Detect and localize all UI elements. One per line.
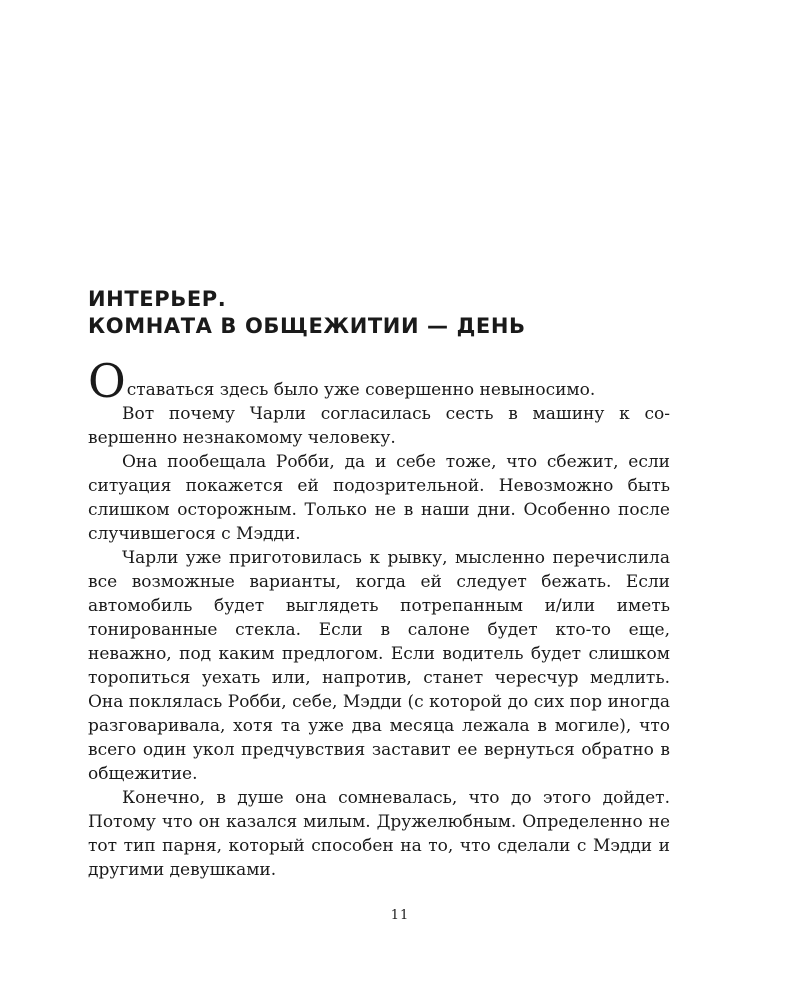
- heading-line-1: ИНТЕРЬЕР.: [88, 287, 227, 311]
- drop-cap: О: [88, 354, 126, 408]
- chapter-heading: [88, 286, 688, 340]
- paragraph-4: Чарли уже приготовилась к рывку, мысленно перечислила все возможные варианты, когда ей следует бежать. Если автомобиль будет выглядеть потрепанным и/или иметь тонированные стекла. Если в салоне будет кто-то еще, неважно, под каким предлогом. Если водитель будет слишком торопиться уехать или, напротив, станет чересчур медлить. Она поклялась Робби, себе, Мэдди (с которой до сих пор иногда разговаривала, хотя та уже два месяца лежала в могиле), что всего один укол предчувствия заставит ее вернуться обратно в общежитие.: [88, 548, 670, 784]
- page-number: 11: [390, 908, 410, 923]
- paragraph-1: [88, 354, 670, 408]
- paragraph-2: Вот почему Чарли согласилась сесть в машину к совершенно незнакомому человеку.: [88, 404, 670, 448]
- heading-line-2: КОМНАТА В ОБЩЕЖИТИИ — ДЕНЬ: [88, 314, 526, 338]
- body-text: [88, 354, 670, 882]
- paragraph-5: Конечно, в душе она сомневалась, что до этого дойдет. Потому что он казался милым. Дружелюбным. Определенно не тот тип парня, который способен на то, что сделали с Мэдди и другими девушками.: [88, 788, 670, 880]
- paragraph-3: Она пообещала Робби, да и себе тоже, что сбежит, если ситуация покажется ей подозрительной. Невозможно быть слишком осторожным. Только не в наши дни. Особенно после случившегося с Мэдди.: [88, 452, 670, 544]
- paragraph-1-text: ставаться здесь было уже совершенно невыносимо.: [126, 380, 596, 400]
